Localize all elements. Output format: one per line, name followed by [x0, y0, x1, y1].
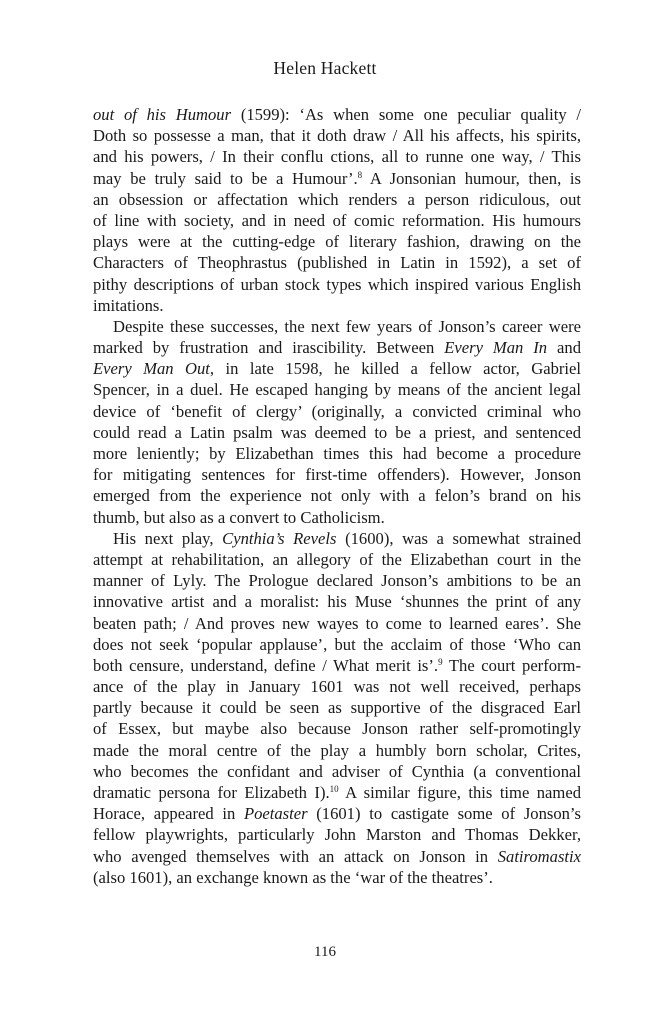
body-text	[93, 104, 581, 888]
text-run: who becomes the confidant and adviser of Cynthia (a conventional	[93, 761, 581, 781]
footnote-ref: 9	[438, 656, 443, 667]
italic-title: Every Man In	[444, 338, 548, 358]
text-line	[93, 401, 581, 422]
text-line	[93, 231, 581, 252]
text-line	[93, 528, 581, 549]
text-run: more leniently; by Elizabethan times this had become a procedure	[93, 444, 581, 463]
text-run: (also 1601), an exchange known as the ‘war of the theatres’.	[93, 867, 493, 887]
text-run: marked by frustration and irascibility. Between	[93, 338, 445, 358]
footnote-ref: 10	[329, 784, 339, 794]
text-run: Horace, appeared in	[93, 804, 244, 824]
page-number: 116	[314, 944, 336, 960]
text-run: Spencer, in a duel. He escaped hanging by means of the ancient legal	[93, 380, 581, 400]
text-run: who avenged themselves with an attack on Jonson in	[93, 846, 498, 866]
text-run: and his powers, / In their conflu ctions, all to runne one way, / This	[93, 147, 581, 167]
italic-title: Poetaster	[243, 804, 308, 824]
text-run: ance of the play in January 1601 was not well received, perhaps	[93, 677, 581, 697]
text-run: Doth so possesse a man, that it doth draw / All his affects, his spirits,	[93, 126, 581, 146]
text-line	[93, 422, 581, 443]
text-line	[93, 189, 581, 210]
text-run: manner of Lyly. The Prologue declared Jonson’s ambitions to be an	[93, 571, 581, 591]
paragraph	[93, 104, 581, 316]
text-run: and	[547, 338, 581, 358]
footnote-ref: 8	[357, 169, 363, 180]
text-line	[93, 443, 581, 464]
text-line	[93, 740, 581, 761]
text-run: innovative artist and a moralist: his Muse ‘shunnes the print of any	[93, 592, 581, 612]
text-line	[93, 485, 581, 506]
text-run: emerged from the experience not only with a felon’s brand on his	[93, 486, 581, 506]
text-run: A similar figure, this time named	[338, 783, 581, 802]
italic-title: Satiromastix	[497, 846, 581, 866]
text-line	[93, 168, 581, 189]
text-line	[93, 846, 581, 867]
text-line	[93, 718, 581, 739]
text-line	[93, 358, 581, 379]
paragraph	[93, 316, 581, 528]
text-run: an obsession or affectation which renders a person ridiculous, out	[93, 189, 581, 209]
italic-title: Every Man Out	[93, 359, 210, 379]
text-run: (1599): ‘As when some one peculiar quality /	[231, 105, 581, 124]
text-line	[93, 761, 581, 782]
text-run: plays were at the cutting-edge of literary fashion, drawing on the	[93, 232, 581, 252]
text-run: The court perform-	[442, 655, 581, 675]
text-line	[93, 676, 581, 697]
text-run: Characters of Theophrastus (published in Latin in 1592), a set of	[93, 253, 581, 273]
text-line	[93, 464, 581, 485]
text-run: device of ‘benefit of clergy’ (originally, a convicted criminal who	[93, 401, 581, 421]
text-line	[93, 634, 581, 655]
text-line	[93, 613, 581, 634]
running-head: Helen Hackett	[273, 58, 377, 78]
text-run: could read a Latin psalm was deemed to be a priest, and sentenced	[93, 422, 581, 442]
text-run: partly because it could be seen as supportive of the disgraced Earl	[93, 698, 581, 718]
text-line	[93, 379, 581, 400]
text-line	[93, 146, 581, 167]
text-run: (1600), was a somewhat strained	[336, 528, 581, 548]
text-line	[93, 824, 581, 845]
text-run: may be truly said to be a Humour’.	[93, 168, 358, 188]
text-line	[93, 570, 581, 591]
text-run: Despite these successes, the next few years of Jonson’s career were	[113, 316, 581, 336]
text-line	[93, 104, 581, 125]
text-line	[93, 252, 581, 273]
text-run: dramatic persona for Elizabeth I).	[93, 783, 330, 802]
text-line	[93, 697, 581, 718]
text-line	[93, 803, 581, 824]
text-line	[93, 316, 581, 337]
text-line	[93, 295, 581, 316]
text-run: , in late 1598, he killed a fellow actor, Gabriel	[209, 359, 581, 379]
text-run: imitations.	[93, 295, 164, 315]
text-run: beaten path; / And proves new wayes to come to learned eares’. She	[93, 613, 581, 633]
paragraph	[93, 528, 581, 888]
text-run: attempt at rehabilitation, an allegory of the Elizabethan court in the	[93, 549, 581, 569]
text-run: pithy descriptions of urban stock types which inspired various English	[93, 274, 581, 294]
text-line	[93, 549, 581, 570]
text-run: of Essex, but maybe also because Jonson rather self-promotingly	[93, 719, 581, 739]
text-line	[93, 210, 581, 231]
text-line	[93, 591, 581, 612]
text-line	[93, 337, 581, 358]
text-line	[93, 274, 581, 295]
text-run: for mitigating sentences for first-time offenders). However, Jonson	[93, 465, 581, 485]
text-line	[93, 867, 581, 888]
italic-title: out of his Humour	[93, 105, 232, 124]
text-run: both censure, understand, define / What merit is’.	[93, 655, 439, 675]
text-run: fellow playwrights, particularly John Marston and Thomas Dekker,	[93, 825, 581, 845]
text-line	[93, 507, 581, 528]
text-run: does not seek ‘popular applause’, but the acclaim of those ‘Who can	[93, 634, 581, 654]
text-run: His next play,	[113, 528, 223, 548]
italic-title: Cynthia’s Revels	[222, 528, 337, 548]
text-line	[93, 782, 581, 803]
text-run: A Jonsonian humour, then, is	[362, 168, 581, 188]
text-run: thumb, but also as a convert to Catholicism.	[93, 507, 385, 527]
text-run: made the moral centre of the play a humbly born scholar, Crites,	[93, 740, 581, 760]
text-line	[93, 655, 581, 676]
text-run: (1601) to castigate some of Jonson’s	[307, 804, 581, 824]
text-line	[93, 125, 581, 146]
text-run: of line with society, and in need of comic reformation. His humours	[93, 210, 581, 230]
